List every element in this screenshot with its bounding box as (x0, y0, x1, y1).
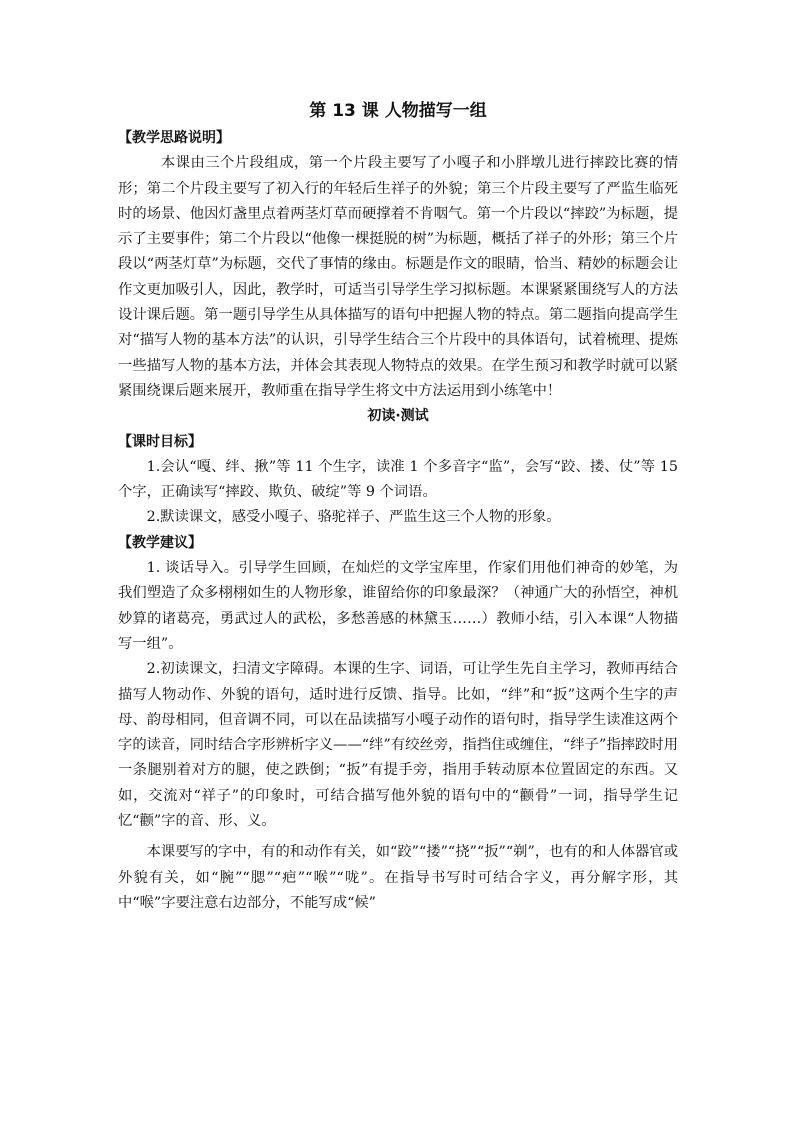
teaching-approach-paragraph: 本课由三个片段组成，第一个片段主要写了小嘎子和小胖墩儿进行摔跤比赛的情形；第二个片段主要写了初入行的年轻后生祥子的外貌；第三个片段主要写了严监生临死时的场景、他因灯盏里点着两茎灯草而硬撑着不肯咽气。第一个片段以“摔跤”为标题，提示了主要事件；第二个片段以“他像一棵挺脱的树”为标题，概括了祥子的外形；第三个片段以“两茎灯草”为标题，交代了事情的缘由。标题是作文的眼睛，恰当、精妙的标题会让作文更加吸引人，因此，教学时，可适当引导学生学习拟标题。本课紧紧围绕写人的方法设计课后题。第一题引导学生从具体描写的语句中把握人物的特点。第二题指向提高学生对“描写人物的基本方法”的认识，引导学生结合三个片段中的具体语句，试着梳理、提炼一些描写人物的基本方法，并体会其表现人物特点的效果。在学生预习和教学时就可以紧紧围绕课后题来展开，教师重在指导学生将文中方法运用到小练笔中！ (118, 155, 678, 399)
section-heading-lesson-goals: 【课时目标】 (118, 433, 202, 450)
suggestion-paragraph: 2.初读课文，扫清文字障碍。本课的生字、词语，可让学生先自主学习，教师再结合描写人物动作、外貌的语句，适时进行反馈、指导。比如，“绊”和“扳”这两个生字的声母、韵母相同，但音调不同，可以在品读描写小嘎子动作的语句时，指导学生读准这两个字的读音，同时结合字形辨析字义——“绊”有绞丝旁，指挡住或缠住，“绊子”指摔跤时用一条腿别着对方的腿，使之跌倒；“扳”有提手旁，指用手转动原本位置固定的东西。又如，交流对“祥子”的印象时，可结合描写他外貌的语句中的“颧骨”一词，指导学生记忆“颧”字的音、形、义。 (118, 661, 678, 830)
page-title: 第 13 课 人物描写一组 (309, 101, 487, 121)
section-heading-teaching-approach: 【教学思路说明】 (118, 130, 230, 146)
suggestion-paragraph: 本课要写的字中，有的和动作有关，如“跤”“搂”“挠”“扳”“剃”，也有的和人体器官或外貌有关，如“腕”“腮”“疤”“喉”“咙”。在指导书写时可结合字义，再分解字形，其中“喉”字要注意右边部分，不能写成“候” (118, 844, 678, 911)
subheading-first-reading: 初读·测试 (367, 408, 429, 425)
lesson-goal-item: 1.会认“嘎、绊、揪”等 11 个生字，读准 1 个多音字“监”，会写“跤、搂、仗”等 15 个字，正确读写“摔跤、欺负、破绽”等 9 个词语。 (118, 458, 678, 501)
document-page (118, 96, 678, 916)
lesson-goal-item: 2.默读课文，感受小嘎子、骆驼祥子、严监生这三个人物的形象。 (146, 509, 561, 526)
section-heading-teaching-suggestions: 【教学建议】 (118, 534, 202, 551)
suggestion-paragraph: 1. 谈话导入。引导学生回顾，在灿烂的文学宝库里，作家们用他们神奇的妙笔，为我们塑造了众多栩栩如生的人物形象，谁留给你的印象最深？（神通广大的孙悟空，神机妙算的诸葛亮，勇武过人的武松，多愁善感的林黛玉……）教师小结，引入本课“人物描写一组”。 (118, 560, 678, 652)
